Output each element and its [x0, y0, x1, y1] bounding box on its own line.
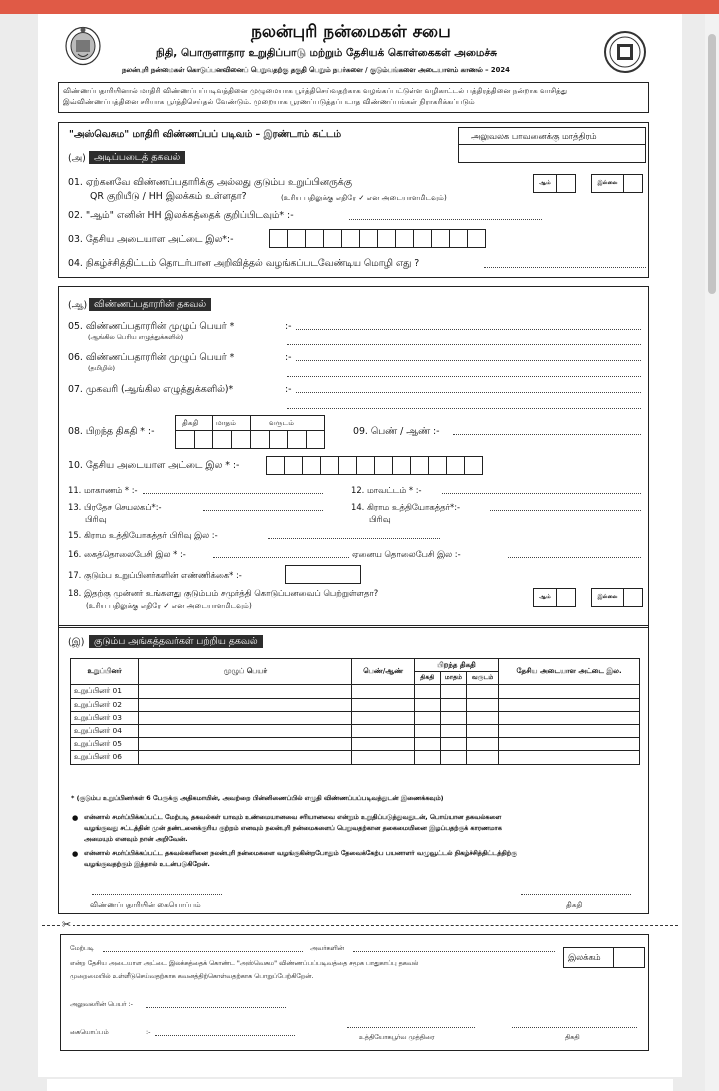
q18-note: (உரிய பதிலுக்கு எதிரே ✓ என அடையாளமிடவும்): [86, 601, 252, 610]
official-stamp-label: உத்தியோகபூர்வ முத்திரை: [359, 1033, 435, 1041]
q12-field[interactable]: [442, 493, 641, 494]
row-label: உறுப்பினர் 06: [71, 751, 139, 764]
declaration-1-line1: என்னால் சமர்ப்பிக்கப்பட்ட மேற்படி தகவல்கள் யாவும் உண்மையானவை சரியானவை என்றும் உறுதிப்படுத்துவதுடன், பொய்யான தகவல்களை: [84, 813, 502, 821]
bullet-icon: ●: [72, 849, 79, 858]
declaration-1-line2: வழங்குவது சட்டத்தின் முன் தண்டனைக்குரிய குற்றம் எனவும் நலன்புரி நன்மைகளைப் பெறுவதற்கான தகைமையினை இழப்பதற்குக் காரணமாக: [84, 824, 502, 832]
receipt-number-label: இலக்கம்: [568, 952, 601, 962]
section-a-prefix: (அ): [68, 153, 86, 164]
document-page: நலன்புரி நன்மைகள் சபை நிதி, பொருளாதார உறுதிப்பாடு மற்றும் தேசியக் கொள்கைகள் அமைச்சு நலன்புரி நன்மைகள் கொடுப்பனவினைப் பெறுவதற்கு தகுதி பெறும் நபர்களை / குடும்பங்களை அடையாளம் காணல் – 2024 விண்ணப்பதாரியினால் மாதிரி விண்ணப்பப்படிவத்தினை முழுமையாக பூர்த்திசெய்வதற்காக வழங்கப்பட்டுள்ள வழிகாட்டல் பத்திரத்தினை நன்றாக வாசித்து இவ்விண்ணப்பத்தினை சரியாக பூர்த்திசெய்தல் வேண்டும். முறையாக பூரணப்படுத்தப்படாத விண்ணப்பங்கள் நிராகரிக்கப்படும் "அஸ்வெசும" மாதிரி விண்ணப்பப் படிவம் – இரண்டாம் கட்டம் அலுவலக பாவனைக்கு மாத்திரம் (அ) அடிப்படைத் தகவல் 01. ஏற்கனவே விண்ணப்பதாரிக்கு அல்லது குடும்ப உறுப்பினருக்கு QR குறியீடு / HH இலக்கம் உள்ளதா? (உரிய பதிலுக்கு எதிரே ✓ என அடையாளமிடவும்) ஆம் இல்லை 02. "ஆம்" எனின் HH இலக்கத்தைக் குறிப்பிடவும்* :- 03. தேசிய அடையாள அட்டை இல*:- 04. நிகழ்ச்சித்திட்டம் தொடர்பான அறிவித்தல் வழங்கப்படவேண்டிய மொழி எது ? (ஆ) விண்ணப்பதாரரின் தகவல் 05. விண்ணப்பதாரரின் முழுப் பெயர் * (ஆங்கில பெரிய எழுத்துக்களில்) :- 06. விண்ணப்பதாரரின் முழுப் பெயர் * (தமிழில்) :- 07. முகவரி (ஆங்கில எழுத்துக்களில்)* :- 08. பிறந்த திகதி * :- திகதி மாதம் வருடம் 09. பெண் / ஆண் :- 10. தேசிய அடையாள அட்டை இல * :- 11. மாகாணம் * :- 12. மாவட்டம் * :- 13. பிரதேச செயலகப்*:- பிரிவு 14. கிராம உத்தியோகத்தர்*:- பிரிவு 15. கிராம உத்தியோகத்தர் பிரிவு இல :- 16. கைத்தொலைபேசி இல * :- ஏனைய தொலைபேசி இல :- 17. குடும்ப உறுப்பினர்களின் எண்ணிக்கை* :- 18. இதற்கு முன்னர் உங்களது குடும்பம் சமுர்த்தி கொடுப்பனவைப் பெற்றுள்ளதா? (உரிய பதிலுக்கு எதிரே ✓ என அடையாளமிடவும்) ஆம் இல்லை (இ) குடும்ப அங்கத்தவர்கள் பற்றிய தகவல் உறுப்பினர் முழுப் பெயர் பெண்/ஆண் பிறந்த திகதி தேசிய அடையாள அட்டை இல. திகதி மாதம் வருடம் உறுப்பினர் 01 உறுப்பினர் 02 உறுப்பினர் 03 உறுப்பினர் 04 உறுப்பினர் 05 உறுப்பினர் 06 * (குடும்ப உறுப்பினர்கள் 6 பேருக்கு அதிகமாயின், அவற்றை பின்னிணைப்பில் எழுதி விண்ணப்பப்படிவத்துடன் இணைக்கவும்) ● என்னால் சமர்ப்பிக்கப்பட்ட மேற்படி தகவல்கள் யாவும் உண்மையானவை சரியானவை என்றும் உறுதிப்படுத்துவதுடன், பொய்யான தகவல்களை வழங்குவது சட்டத்தின் முன் தண்டனைக்குரிய குற்றம் எனவும் நலன்புரி நன்மைகளைப் பெறுவதற்கான தகைமையினை இழப்பதற்குக் காரணமாக அமையும் எனவும் நான் அறிவேன். ● என்னால் சமர்ப்பிக்கப்பட்ட தகவல்களினை நலன்புரி நன்மைகளை வழங்குகின்றபோதும் தேவைக்கேற்ப பயனாளர் வழுவூட்டல் நிகழ்ச்சித்திட்டத்திற்கு வழங்குவதற்கும் இத்தால் உடன்படுகிறேன். விண்ணப்பதாரியின் கையொப்பம் திகதி ✂ மேற்படி அவர்களின் இலக்கம் என்ற தேசிய அடையாள அட்டை இலக்கத்தைக் கொண்ட "அஸ்வெசும" விண்ணப்பப்படிவத்தை சமூக பாதுகாப்பு தகவல் முறைமையில் உள்ளீடுசெய்வதற்காக கவனத்திற்கொள்வதற்காக பொறுப்பேற்கிறேன். அலுவலரின் பெயர் :- கையொப்பம் :- உத்தியோகபூர்வ முத்திரை திகதி: [38, 14, 682, 1077]
form-subtitle: நலன்புரி நன்மைகள் கொடுப்பனவினைப் பெறுவதற்கு தகுதி பெறும் நபர்களை / குடும்பங்களை அடையாளம் காணல் – 2024: [122, 66, 510, 74]
q01-line2: QR குறியீடு / HH இலக்கம் உள்ளதா?: [90, 191, 247, 202]
receipt-signature-field[interactable]: [155, 1035, 295, 1036]
welfare-board-logo-icon: [602, 30, 648, 74]
table-row[interactable]: [71, 738, 640, 751]
q14-label-2: பிரிவு: [369, 514, 391, 524]
q18-no-option[interactable]: [591, 588, 643, 607]
no-label: இல்லை: [591, 588, 624, 607]
q16b-field[interactable]: [508, 557, 641, 558]
q09-field[interactable]: [453, 434, 641, 435]
col-nic: தேசிய அடையாள அட்டை இல.: [499, 659, 640, 685]
cut-line: [42, 925, 678, 926]
declaration-2-line1: என்னால் சமர்ப்பிக்கப்பட்ட தகவல்களினை நலன்புரி நன்மைகளை வழங்குகின்றபோதும் தேவைக்கேற்ப பயனாளர் வழுவூட்டல் நிகழ்ச்சித்திட்டத்திற்கு: [84, 849, 517, 857]
table-row[interactable]: [71, 711, 640, 724]
section-b-prefix: (ஆ): [68, 300, 88, 311]
no-checkbox[interactable]: [624, 588, 643, 607]
col-gender: பெண்/ஆண்: [352, 659, 414, 685]
dob-month-label: மாதம்: [216, 418, 237, 427]
scrollbar-thumb[interactable]: [708, 34, 716, 294]
row-label: உறுப்பினர் 05: [71, 738, 139, 751]
receipt-date-label: திகதி: [565, 1033, 580, 1041]
q06-label: 06. விண்ணப்பதாரரின் முழுப் பெயர் *: [68, 352, 235, 363]
officer-name-field[interactable]: [146, 1007, 286, 1008]
q06-field-1[interactable]: [296, 360, 641, 361]
browser-top-bar: [0, 0, 719, 14]
col-dob-day: திகதி: [414, 672, 440, 685]
yes-label: ஆம்: [533, 588, 557, 607]
q12-label: 12. மாவட்டம் * :-: [351, 485, 422, 495]
declaration-1-line3: அமையும் எனவும் நான் அறிவேன்.: [84, 835, 188, 843]
receipt-line3: முறைமையில் உள்ளீடுசெய்வதற்காக கவனத்திற்கொள்வதற்காக பொறுப்பேற்கிறேன்.: [70, 972, 314, 980]
q04-field[interactable]: [484, 267, 646, 268]
q13-label: 13. பிரதேச செயலகப்*:-: [68, 502, 162, 512]
row-label: உறுப்பினர் 01: [71, 685, 139, 698]
q06-field-2[interactable]: [287, 376, 641, 377]
q05-field-1[interactable]: [296, 329, 641, 330]
q14-label: 14. கிராம உத்தியோகத்தர்*:-: [351, 502, 461, 512]
table-row[interactable]: [71, 724, 640, 737]
q10-nic-cells[interactable]: [267, 456, 483, 475]
officer-name-label: அலுவலரின் பெயர் :-: [70, 1000, 133, 1008]
q04-label: 04. நிகழ்ச்சித்திட்டம் தொடர்பான அறிவித்தல் வழங்கப்படவேண்டிய மொழி எது ?: [68, 258, 420, 269]
col-dob-month: மாதம்: [440, 672, 466, 685]
q15-field[interactable]: [268, 538, 440, 539]
q03-nic-cells[interactable]: [270, 229, 486, 248]
applicant-signature-label: விண்ணப்பதாரியின் கையொப்பம்: [90, 900, 201, 909]
instruction-box: [58, 82, 649, 113]
section-b-title: விண்ணப்பதாரரின் தகவல்: [89, 298, 211, 311]
section-c-prefix: (இ): [68, 637, 85, 648]
receipt-holder-field[interactable]: [353, 951, 555, 952]
instruction-text: விண்ணப்பதாரியினால் மாதிரி விண்ணப்பப்படிவத்தினை முழுமையாக பூர்த்திசெய்வதற்காக வழங்கப்பட்டுள்ள வழிகாட்டல் பத்திரத்தினை நன்றாக வாசித்து இவ்விண்ணப்பத்தினை சரியாக பூர்த்திசெய்தல் வேண்டும். முறையாக பூரணப்படுத்தப்படாத விண்ணப்பங்கள் நிராகரிக்கப்படும்: [63, 86, 568, 106]
q05-note: (ஆங்கில பெரிய எழுத்துக்களில்): [88, 333, 184, 341]
table-row[interactable]: [71, 685, 640, 698]
applicant-date-field[interactable]: [521, 894, 631, 895]
applicant-signature-field[interactable]: [92, 894, 222, 895]
q14-field[interactable]: [490, 510, 641, 511]
q18-yes-option[interactable]: [533, 588, 576, 607]
row-label: உறுப்பினர் 04: [71, 724, 139, 737]
q09-label: 09. பெண் / ஆண் :-: [353, 426, 440, 437]
table-row[interactable]: [71, 751, 640, 764]
q11-field[interactable]: [143, 493, 323, 494]
q17-input-box[interactable]: [285, 565, 361, 584]
receipt-signature-label: கையொப்பம்: [70, 1028, 109, 1036]
form-title: "அஸ்வெசும" மாதிரி விண்ணப்பப் படிவம் – இரண்டாம் கட்டம்: [69, 129, 341, 140]
dob-year-label: வருடம்: [269, 418, 295, 427]
receipt-line2: என்ற தேசிய அடையாள அட்டை இலக்கத்தைக் கொண்ட "அஸ்வெசும" விண்ணப்பப்படிவத்தை சமூக பாதுகாப்பு தகவல்: [70, 959, 419, 967]
q06-note: (தமிழில்): [88, 364, 116, 372]
col-full-name: முழுப் பெயர்: [139, 659, 352, 685]
receipt-line1-b: அவர்களின்: [310, 944, 344, 952]
col-dob: பிறந்த திகதி: [414, 659, 498, 672]
q13-label-2: பிரிவு: [85, 514, 107, 524]
office-use-label: அலுவலக பாவனைக்கு மாத்திரம்: [471, 131, 597, 141]
yes-label: ஆம்: [533, 174, 557, 193]
q01-yes-option[interactable]: [533, 174, 576, 193]
family-members-table: [70, 658, 640, 765]
bullet-icon: ●: [72, 813, 79, 822]
q17-label: 17. குடும்ப உறுப்பினர்களின் எண்ணிக்கை* :-: [68, 570, 242, 580]
dob-grid[interactable]: [175, 415, 325, 449]
q07-field-2[interactable]: [287, 408, 641, 409]
receipt-number-box[interactable]: [563, 947, 645, 968]
receipt-line1-a: மேற்படி: [70, 944, 94, 952]
q16b-label: ஏனைய தொலைபேசி இல :-: [352, 549, 461, 559]
q07-label: 07. முகவரி (ஆங்கில எழுத்துக்களில்)*: [68, 384, 234, 395]
q16-field[interactable]: [213, 557, 349, 558]
q07-field-1[interactable]: [296, 392, 641, 393]
q03-label: 03. தேசிய அடையாள அட்டை இல*:-: [68, 234, 234, 245]
no-checkbox[interactable]: [624, 174, 643, 193]
q10-label: 10. தேசிய அடையாள அட்டை இல * :-: [68, 460, 240, 471]
col-dob-year: வருடம்: [467, 672, 499, 685]
q05-label: 05. விண்ணப்பதாரரின் முழுப் பெயர் *: [68, 321, 235, 332]
ministry-name: நிதி, பொருளாதார உறுதிப்பாடு மற்றும் தேசியக் கொள்கைகள் அமைச்சு: [156, 47, 497, 59]
family-overflow-note: * (குடும்ப உறுப்பினர்கள் 6 பேருக்கு அதிகமாயின், அவற்றை பின்னிணைப்பில் எழுதி விண்ணப்பப்படிவத்துடன் இணைக்கவும்): [71, 794, 444, 802]
next-page-edge: [47, 1079, 673, 1091]
q08-label: 08. பிறந்த திகதி * :-: [68, 426, 155, 437]
q01-line1: 01. ஏற்கனவே விண்ணப்பதாரிக்கு அல்லது குடும்ப உறுப்பினருக்கு: [68, 177, 352, 188]
q16-label: 16. கைத்தொலைபேசி இல * :-: [68, 549, 186, 559]
row-label: உறுப்பினர் 02: [71, 698, 139, 711]
declaration-2-line2: வழங்குவதற்கும் இத்தால் உடன்படுகிறேன்.: [84, 860, 210, 868]
q05-field-2[interactable]: [287, 344, 641, 345]
scissors-icon: ✂: [62, 918, 72, 931]
section-a-title: அடிப்படைத் தகவல்: [89, 151, 185, 164]
section-c-title: குடும்ப அங்கத்தவர்கள் பற்றிய தகவல்: [89, 635, 263, 648]
q11-label: 11. மாகாணம் * :-: [68, 485, 138, 495]
sri-lanka-emblem-icon: [64, 26, 102, 66]
yes-checkbox[interactable]: [557, 174, 576, 193]
q01-no-option[interactable]: [591, 174, 643, 193]
official-stamp-field[interactable]: [347, 1027, 475, 1028]
q02-field[interactable]: [349, 219, 542, 220]
q01-note: (உரிய பதிலுக்கு எதிரே ✓ என அடையாளமிடவும்): [281, 193, 447, 202]
q15-label: 15. கிராம உத்தியோகத்தர் பிரிவு இல :-: [68, 530, 218, 540]
q18-label: 18. இதற்கு முன்னர் உங்களது குடும்பம் சமுர்த்தி கொடுப்பனவைப் பெற்றுள்ளதா?: [68, 588, 379, 598]
no-label: இல்லை: [591, 174, 624, 193]
col-member: உறுப்பினர்: [71, 659, 139, 685]
q02-label: 02. "ஆம்" எனின் HH இலக்கத்தைக் குறிப்பிடவும்* :-: [68, 210, 294, 221]
board-title: நலன்புரி நன்மைகள் சபை: [251, 22, 451, 42]
table-row[interactable]: [71, 698, 640, 711]
dob-day-label: திகதி: [182, 418, 199, 427]
receipt-date-field[interactable]: [512, 1027, 637, 1028]
row-label: உறுப்பினர் 03: [71, 711, 139, 724]
yes-checkbox[interactable]: [557, 588, 576, 607]
scrollbar-track[interactable]: [705, 14, 719, 1091]
q13-field[interactable]: [203, 510, 323, 511]
applicant-date-label: திகதி: [566, 900, 583, 909]
receipt-name-field[interactable]: [103, 951, 303, 952]
office-use-box: [458, 127, 646, 163]
